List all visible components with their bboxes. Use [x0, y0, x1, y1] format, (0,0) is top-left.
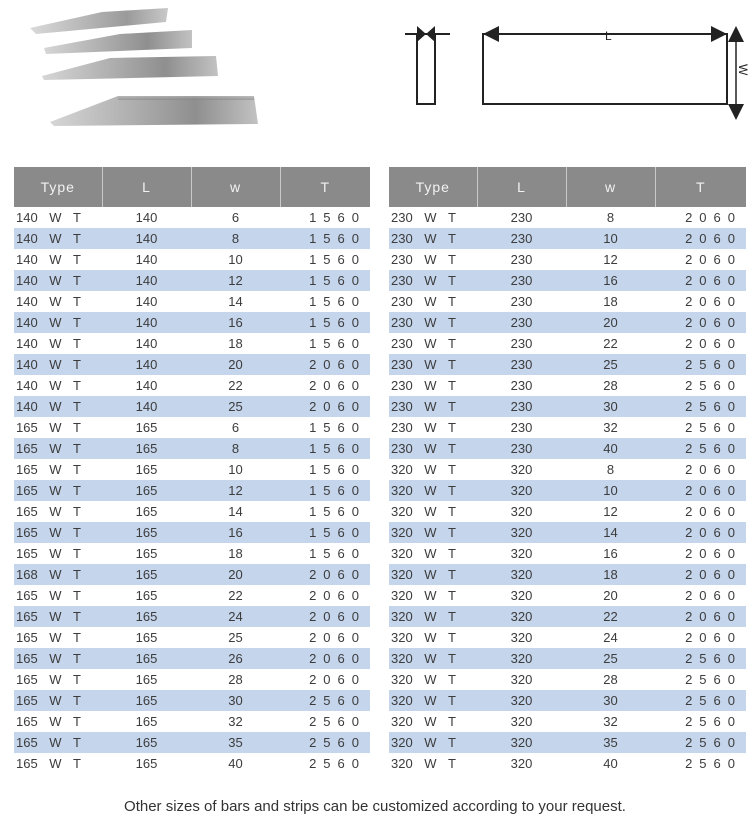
length-cell: 140	[102, 249, 191, 270]
column-header: w	[566, 167, 655, 207]
length-cell: 320	[477, 690, 566, 711]
width-cell: 28	[566, 375, 655, 396]
thickness-cell: 1560	[280, 501, 370, 522]
size-table-left	[14, 167, 370, 774]
table-row	[389, 375, 746, 396]
table-row	[14, 312, 370, 333]
width-cell: 26	[191, 648, 280, 669]
length-cell: 165	[102, 753, 191, 774]
width-cell: 35	[566, 732, 655, 753]
thickness-cell: 2060	[655, 228, 746, 249]
type-cell: 230 W T	[389, 354, 477, 375]
length-cell: 320	[477, 732, 566, 753]
thickness-cell: 1560	[280, 291, 370, 312]
thickness-cell: 2560	[655, 438, 746, 459]
length-cell: 165	[102, 711, 191, 732]
width-cell: 16	[566, 270, 655, 291]
thickness-cell: 2560	[655, 417, 746, 438]
width-cell: 32	[566, 417, 655, 438]
width-cell: 20	[566, 312, 655, 333]
length-cell: 320	[477, 711, 566, 732]
type-cell: 165 W T	[14, 585, 102, 606]
type-cell: 230 W T	[389, 312, 477, 333]
type-cell: 165 W T	[14, 480, 102, 501]
carbide-strip-1	[30, 8, 168, 34]
length-cell: 140	[102, 207, 191, 228]
type-cell: 230 W T	[389, 438, 477, 459]
width-cell: 16	[191, 312, 280, 333]
width-cell: 6	[191, 417, 280, 438]
type-cell: 165 W T	[14, 522, 102, 543]
type-cell: 165 W T	[14, 417, 102, 438]
type-cell: 165 W T	[14, 606, 102, 627]
length-cell: 320	[477, 648, 566, 669]
thickness-cell: 2060	[280, 648, 370, 669]
thickness-cell: 2060	[655, 564, 746, 585]
table-row	[389, 732, 746, 753]
thickness-cell: 2060	[655, 459, 746, 480]
table-row	[14, 690, 370, 711]
length-cell: 165	[102, 459, 191, 480]
length-cell: 140	[102, 396, 191, 417]
width-cell: 28	[191, 669, 280, 690]
table-row	[14, 291, 370, 312]
table-row	[14, 711, 370, 732]
thickness-cell: 1560	[280, 312, 370, 333]
thickness-cell: 1560	[280, 459, 370, 480]
width-cell: 35	[191, 732, 280, 753]
type-cell: 230 W T	[389, 291, 477, 312]
thickness-cell: 2060	[655, 270, 746, 291]
width-cell: 16	[566, 543, 655, 564]
width-cell: 6	[191, 207, 280, 228]
type-cell: 320 W T	[389, 606, 477, 627]
width-cell: 40	[566, 753, 655, 774]
width-cell: 24	[191, 606, 280, 627]
length-cell: 230	[477, 417, 566, 438]
type-cell: 165 W T	[14, 627, 102, 648]
type-cell: 320 W T	[389, 648, 477, 669]
table-row	[14, 522, 370, 543]
table-row	[389, 270, 746, 291]
length-cell: 320	[477, 585, 566, 606]
table-row	[14, 459, 370, 480]
thickness-cell: 2560	[655, 648, 746, 669]
table-row	[14, 396, 370, 417]
thickness-cell: 2560	[655, 753, 746, 774]
type-cell: 230 W T	[389, 417, 477, 438]
thickness-cell: 1560	[280, 333, 370, 354]
length-cell: 165	[102, 669, 191, 690]
table-row	[389, 312, 746, 333]
table-row	[389, 648, 746, 669]
length-cell: 230	[477, 375, 566, 396]
width-cell: 14	[191, 291, 280, 312]
table-row	[14, 669, 370, 690]
width-cell: 12	[566, 501, 655, 522]
type-cell: 165 W T	[14, 459, 102, 480]
type-cell: 140 W T	[14, 228, 102, 249]
length-cell: 320	[477, 606, 566, 627]
type-cell: 165 W T	[14, 669, 102, 690]
type-cell: 320 W T	[389, 543, 477, 564]
table-row	[389, 753, 746, 774]
thickness-cell: 2060	[280, 585, 370, 606]
length-cell: 230	[477, 270, 566, 291]
thickness-cell: 2060	[280, 606, 370, 627]
thickness-cell: 2060	[655, 333, 746, 354]
length-cell: 165	[102, 480, 191, 501]
thickness-cell: 2560	[655, 669, 746, 690]
table-row	[389, 396, 746, 417]
thickness-cell: 2560	[655, 732, 746, 753]
type-cell: 140 W T	[14, 291, 102, 312]
table-row	[14, 543, 370, 564]
type-cell: 140 W T	[14, 396, 102, 417]
table-row	[14, 249, 370, 270]
thickness-cell: 2560	[655, 354, 746, 375]
length-cell: 230	[477, 312, 566, 333]
thickness-cell: 2560	[280, 753, 370, 774]
thickness-cell: 1560	[280, 270, 370, 291]
column-header: L	[102, 167, 191, 207]
length-cell: 165	[102, 438, 191, 459]
table-row	[389, 711, 746, 732]
thickness-cell: 2560	[655, 690, 746, 711]
table-row	[389, 417, 746, 438]
width-cell: 22	[566, 333, 655, 354]
type-cell: 140 W T	[14, 333, 102, 354]
thickness-cell: 2060	[655, 291, 746, 312]
thickness-cell: 2060	[655, 606, 746, 627]
thickness-cell: 1560	[280, 207, 370, 228]
carbide-strip-3	[42, 56, 218, 80]
table-row	[14, 354, 370, 375]
thickness-cell: 2060	[280, 627, 370, 648]
column-header: T	[655, 167, 746, 207]
length-cell: 140	[102, 291, 191, 312]
type-cell: 320 W T	[389, 522, 477, 543]
header-row	[14, 167, 370, 207]
width-cell: 8	[191, 438, 280, 459]
length-cell: 230	[477, 291, 566, 312]
thickness-cell: 1560	[280, 522, 370, 543]
length-cell: 230	[477, 249, 566, 270]
table-row	[14, 480, 370, 501]
width-cell: 16	[191, 522, 280, 543]
length-cell: 230	[477, 438, 566, 459]
width-cell: 40	[566, 438, 655, 459]
table-row	[14, 228, 370, 249]
width-cell: 12	[566, 249, 655, 270]
length-cell: 165	[102, 585, 191, 606]
table-row	[389, 606, 746, 627]
length-cell: 320	[477, 480, 566, 501]
column-header: T	[280, 167, 370, 207]
length-cell: 230	[477, 333, 566, 354]
table-row	[14, 417, 370, 438]
type-cell: 230 W T	[389, 228, 477, 249]
width-cell: 32	[191, 711, 280, 732]
table-row	[14, 564, 370, 585]
thickness-cell: 2060	[655, 501, 746, 522]
width-cell: 18	[191, 543, 280, 564]
type-cell: 168 W T	[14, 564, 102, 585]
type-cell: 165 W T	[14, 438, 102, 459]
type-cell: 165 W T	[14, 543, 102, 564]
thickness-cell: 1560	[280, 249, 370, 270]
type-cell: 230 W T	[389, 396, 477, 417]
type-cell: 140 W T	[14, 312, 102, 333]
type-cell: 230 W T	[389, 249, 477, 270]
width-cell: 32	[566, 711, 655, 732]
type-cell: 165 W T	[14, 711, 102, 732]
width-cell: 12	[191, 480, 280, 501]
type-cell: 165 W T	[14, 690, 102, 711]
type-cell: 230 W T	[389, 270, 477, 291]
length-cell: 320	[477, 459, 566, 480]
width-cell: 20	[191, 354, 280, 375]
thickness-cell: 2560	[655, 711, 746, 732]
column-header: L	[477, 167, 566, 207]
type-cell: 320 W T	[389, 627, 477, 648]
length-cell: 230	[477, 207, 566, 228]
length-cell: 165	[102, 627, 191, 648]
type-cell: 320 W T	[389, 711, 477, 732]
length-cell: 140	[102, 333, 191, 354]
table-row	[389, 669, 746, 690]
table-row	[389, 291, 746, 312]
thickness-cell: 1560	[280, 543, 370, 564]
length-cell: 165	[102, 732, 191, 753]
thickness-cell: 2560	[280, 690, 370, 711]
length-cell: 165	[102, 690, 191, 711]
width-cell: 20	[566, 585, 655, 606]
type-cell: 165 W T	[14, 648, 102, 669]
length-cell: 140	[102, 375, 191, 396]
type-cell: 140 W T	[14, 207, 102, 228]
column-header: Type	[14, 167, 102, 207]
width-label: W	[736, 64, 750, 76]
width-cell: 22	[191, 375, 280, 396]
length-cell: 230	[477, 228, 566, 249]
width-cell: 14	[566, 522, 655, 543]
width-cell: 8	[191, 228, 280, 249]
type-cell: 165 W T	[14, 732, 102, 753]
product-photo	[10, 0, 280, 150]
type-cell: 230 W T	[389, 333, 477, 354]
length-cell: 320	[477, 753, 566, 774]
table-row	[14, 606, 370, 627]
width-cell: 40	[191, 753, 280, 774]
length-cell: 140	[102, 312, 191, 333]
thickness-cell: 2060	[655, 585, 746, 606]
table-row	[14, 648, 370, 669]
width-cell: 10	[566, 480, 655, 501]
thickness-cell: 2060	[655, 249, 746, 270]
width-cell: 25	[566, 354, 655, 375]
table-row	[389, 501, 746, 522]
thickness-cell: 2560	[655, 375, 746, 396]
width-cell: 24	[566, 627, 655, 648]
length-cell: 165	[102, 417, 191, 438]
length-cell: 320	[477, 501, 566, 522]
width-cell: 18	[566, 291, 655, 312]
thickness-cell: 2060	[655, 207, 746, 228]
length-cell: 320	[477, 669, 566, 690]
end-view-profile	[417, 34, 435, 104]
type-cell: 320 W T	[389, 480, 477, 501]
width-cell: 22	[191, 585, 280, 606]
footer-note: Other sizes of bars and strips can be customized according to your request.	[124, 798, 626, 815]
thickness-cell: 2060	[655, 480, 746, 501]
table-row	[14, 333, 370, 354]
width-cell: 25	[191, 396, 280, 417]
length-cell: 230	[477, 396, 566, 417]
thickness-cell: 2060	[655, 627, 746, 648]
length-cell: 320	[477, 627, 566, 648]
thickness-cell: 2560	[280, 711, 370, 732]
table-row	[14, 375, 370, 396]
width-cell: 18	[191, 333, 280, 354]
table-row	[14, 732, 370, 753]
table-row	[14, 270, 370, 291]
size-table-right	[389, 167, 746, 774]
width-cell: 30	[566, 690, 655, 711]
width-cell: 22	[566, 606, 655, 627]
header-row	[389, 167, 746, 207]
length-cell: 140	[102, 270, 191, 291]
table-row	[14, 501, 370, 522]
table-row	[389, 543, 746, 564]
width-cell: 8	[566, 207, 655, 228]
length-label: L	[605, 29, 612, 43]
width-cell: 14	[191, 501, 280, 522]
column-header: w	[191, 167, 280, 207]
length-cell: 320	[477, 522, 566, 543]
thickness-cell: 2060	[655, 312, 746, 333]
width-cell: 25	[191, 627, 280, 648]
width-cell: 10	[191, 249, 280, 270]
table-row	[14, 627, 370, 648]
length-cell: 165	[102, 501, 191, 522]
length-cell: 165	[102, 543, 191, 564]
type-cell: 320 W T	[389, 669, 477, 690]
table-row	[14, 585, 370, 606]
thickness-cell: 2060	[280, 396, 370, 417]
type-cell: 140 W T	[14, 249, 102, 270]
table-row	[14, 438, 370, 459]
type-cell: 230 W T	[389, 375, 477, 396]
thickness-cell: 1560	[280, 417, 370, 438]
width-cell: 30	[566, 396, 655, 417]
table-row	[389, 207, 746, 228]
table-row	[14, 753, 370, 774]
type-cell: 140 W T	[14, 354, 102, 375]
table-row	[389, 249, 746, 270]
width-cell: 30	[191, 690, 280, 711]
table-row	[14, 207, 370, 228]
type-cell: 320 W T	[389, 585, 477, 606]
type-cell: 320 W T	[389, 459, 477, 480]
width-cell: 25	[566, 648, 655, 669]
table-row	[389, 627, 746, 648]
width-cell: 18	[566, 564, 655, 585]
type-cell: 320 W T	[389, 690, 477, 711]
length-cell: 165	[102, 522, 191, 543]
carbide-strip-4	[50, 96, 258, 126]
length-cell: 230	[477, 354, 566, 375]
thickness-cell: 2060	[655, 543, 746, 564]
width-cell: 8	[566, 459, 655, 480]
thickness-cell: 2060	[280, 669, 370, 690]
thickness-cell: 2060	[655, 522, 746, 543]
thickness-cell: 2060	[280, 564, 370, 585]
thickness-cell: 1560	[280, 438, 370, 459]
table-row	[389, 333, 746, 354]
type-cell: 230 W T	[389, 207, 477, 228]
type-cell: 320 W T	[389, 732, 477, 753]
column-header: Type	[389, 167, 477, 207]
length-cell: 140	[102, 354, 191, 375]
table-row	[389, 480, 746, 501]
thickness-cell: 1560	[280, 480, 370, 501]
type-cell: 320 W T	[389, 501, 477, 522]
length-cell: 320	[477, 564, 566, 585]
type-cell: 320 W T	[389, 564, 477, 585]
thickness-cell: 2560	[655, 396, 746, 417]
type-cell: 165 W T	[14, 753, 102, 774]
type-cell: 140 W T	[14, 270, 102, 291]
length-cell: 140	[102, 228, 191, 249]
table-row	[389, 522, 746, 543]
width-cell: 10	[191, 459, 280, 480]
thickness-cell: 2060	[280, 354, 370, 375]
length-cell: 165	[102, 648, 191, 669]
table-row	[389, 690, 746, 711]
table-row	[389, 228, 746, 249]
width-cell: 10	[566, 228, 655, 249]
table-row	[389, 459, 746, 480]
type-cell: 140 W T	[14, 375, 102, 396]
type-cell: 165 W T	[14, 501, 102, 522]
width-cell: 20	[191, 564, 280, 585]
table-row	[389, 585, 746, 606]
thickness-cell: 2060	[280, 375, 370, 396]
table-row	[389, 354, 746, 375]
table-row	[389, 438, 746, 459]
length-cell: 165	[102, 606, 191, 627]
thickness-cell: 2560	[280, 732, 370, 753]
width-cell: 28	[566, 669, 655, 690]
table-row	[389, 564, 746, 585]
width-cell: 12	[191, 270, 280, 291]
thickness-cell: 1560	[280, 228, 370, 249]
length-cell: 165	[102, 564, 191, 585]
side-view-profile	[483, 34, 727, 104]
length-cell: 320	[477, 543, 566, 564]
type-cell: 320 W T	[389, 753, 477, 774]
dimension-diagram	[395, 10, 750, 125]
carbide-strip-2	[44, 30, 192, 54]
